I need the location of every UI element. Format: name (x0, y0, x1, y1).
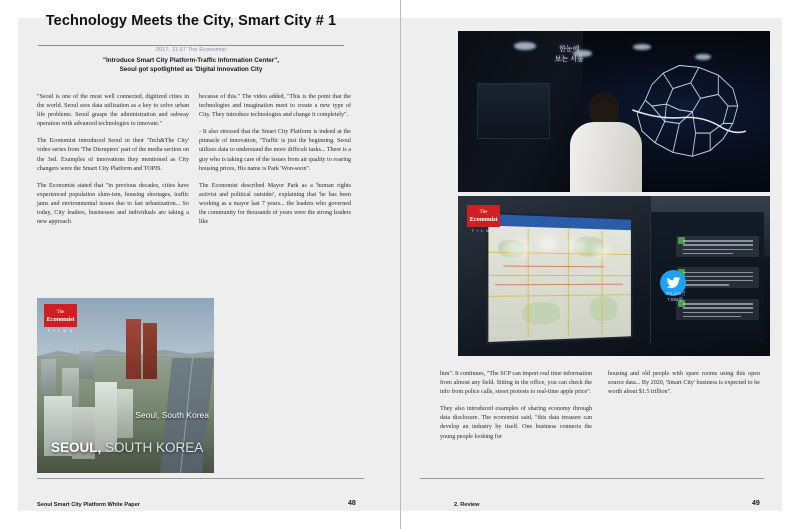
right-column-2 (608, 370, 760, 405)
photo-traffic-control-center (458, 196, 770, 356)
photo-korean-caption (555, 45, 584, 65)
right-footer-text: 2. Review (454, 502, 480, 508)
tweet-count-line-1: 493,348건 (664, 290, 686, 296)
photo-caption-bold: SEOUL, (51, 440, 102, 455)
paragraph: The Economist introduced Seoul in their 'Tech&The City' video series from 'The Disrupters' part of the media section on the 3ed. Examples of innovations they mentioned as City changers were the Smart City Platform and TOPIS. (37, 138, 189, 172)
photo-large-map-screen (486, 212, 632, 344)
title-divider (38, 45, 344, 46)
photo-map-toolbar (489, 214, 631, 230)
photo-tweet-item (676, 236, 759, 257)
paragraph: housing and old people with spare rooms using this open source data... By 2020, 'Smart City' business is expected to be worth about $1.5 trillion". (608, 371, 760, 396)
right-page-number: 49 (752, 500, 760, 507)
right-footer-divider (420, 478, 764, 479)
paragraph: - It also stressed that the Smart City Platform is indeed at the pinnacle of innovation, "Traffic is just the beginning. Seoul utilizes data to understand the more difficult tasks... There is a guy who is taking care of the issues from air quality to roaring housing prices, His name is Park 'Won-soon". (199, 129, 351, 172)
photo-building (79, 351, 93, 379)
economist-logo-the: The (479, 210, 488, 215)
photo-caption-main (51, 440, 203, 455)
left-column-1 (37, 93, 189, 235)
photo-twitter-feed-panel (650, 212, 763, 343)
paragraph: The Economist stated that "in previous decades, cities have experienced population slum-ism, housing shortages, traffic jams and environmental issues due to fast urbanization... So today, City leaders, businesses and individuals are taking a new approach (37, 182, 189, 226)
economist-logo-the: The (56, 309, 65, 315)
left-footer-divider (37, 478, 364, 479)
korean-line-1: 한눈에 (559, 46, 580, 54)
photo-person-viewing (570, 92, 642, 192)
economist-logo-name: Economist (469, 216, 498, 223)
photo-person-head (589, 92, 619, 126)
subheading (18, 56, 364, 74)
korean-line-2: 보는 서울 (554, 56, 584, 64)
page-title: Technology Meets the City, Smart City # 1 (45, 13, 337, 29)
photo-caption-overlay: Seoul, South Korea (135, 410, 209, 420)
photo-caption-light: SOUTH KOREA (105, 440, 204, 455)
page-spine-divider (400, 0, 401, 529)
economist-logo (467, 205, 500, 227)
left-column-2 (199, 93, 351, 235)
photo-seoul-map-wall (458, 31, 770, 192)
economist-films-label: F I L M S (47, 329, 74, 333)
left-footer-text: Seoul Smart City Platform White Paper (37, 502, 140, 508)
tweet-count-line-2: 7,582명 (667, 296, 683, 302)
subheading-line-2: Seoul got spotlighted as 'Digital Innovation City (119, 66, 263, 74)
photo-tower-a (126, 319, 142, 379)
paragraph: "Seoul is one of the most well connected, digitized cities in the world. Seoul sees data utilization as a key to solve urban life problems. Seoul grasps the administration and subway operation with advanced technologies to innovate." (37, 94, 189, 128)
photo-building (41, 359, 57, 394)
economist-films-label: F I L M S (471, 229, 496, 233)
photo-tower-b (143, 323, 157, 379)
dateline: 2017, 11.07 The Economist (155, 47, 227, 53)
right-column-1 (440, 370, 592, 450)
paragraph: They also introduced examples of sharing economy through data disclosure. The economist said, "this data treasure can develop an industry by itself. One business connects the young people looking for (440, 406, 592, 440)
photo-tweet-counts (657, 291, 693, 303)
subheading-line-1: "Introduce Smart City Platform-Traffic Information Center", (102, 57, 279, 64)
economist-logo (44, 304, 77, 327)
photo-seoul-skyline (37, 298, 214, 473)
left-page-number: 48 (348, 500, 356, 507)
photo-building (117, 389, 133, 438)
paragraph: him". It continues, "The SCP can import real time information from almost any field. Sitting in the office, you can check the info from police calls, street protests to real-time apple price". (440, 371, 592, 396)
photo-tweet-item (676, 267, 759, 288)
economist-logo-name: Economist (46, 315, 75, 323)
photo-side-screen (477, 83, 551, 140)
paragraph: The Economist described Mayor Park as a 'human rights activist and political outsider', explaining that 'he has been working as a mayor last 7 years... the leaders who governed the community for thousands of years were the strong leaders like (199, 182, 351, 226)
paragraph: because of this." The video added, "This is the point that the technologies and imagination meet to create a new type of City. They introduce technologies and change it completely". (199, 94, 351, 119)
photo-person-shirt (570, 122, 642, 192)
